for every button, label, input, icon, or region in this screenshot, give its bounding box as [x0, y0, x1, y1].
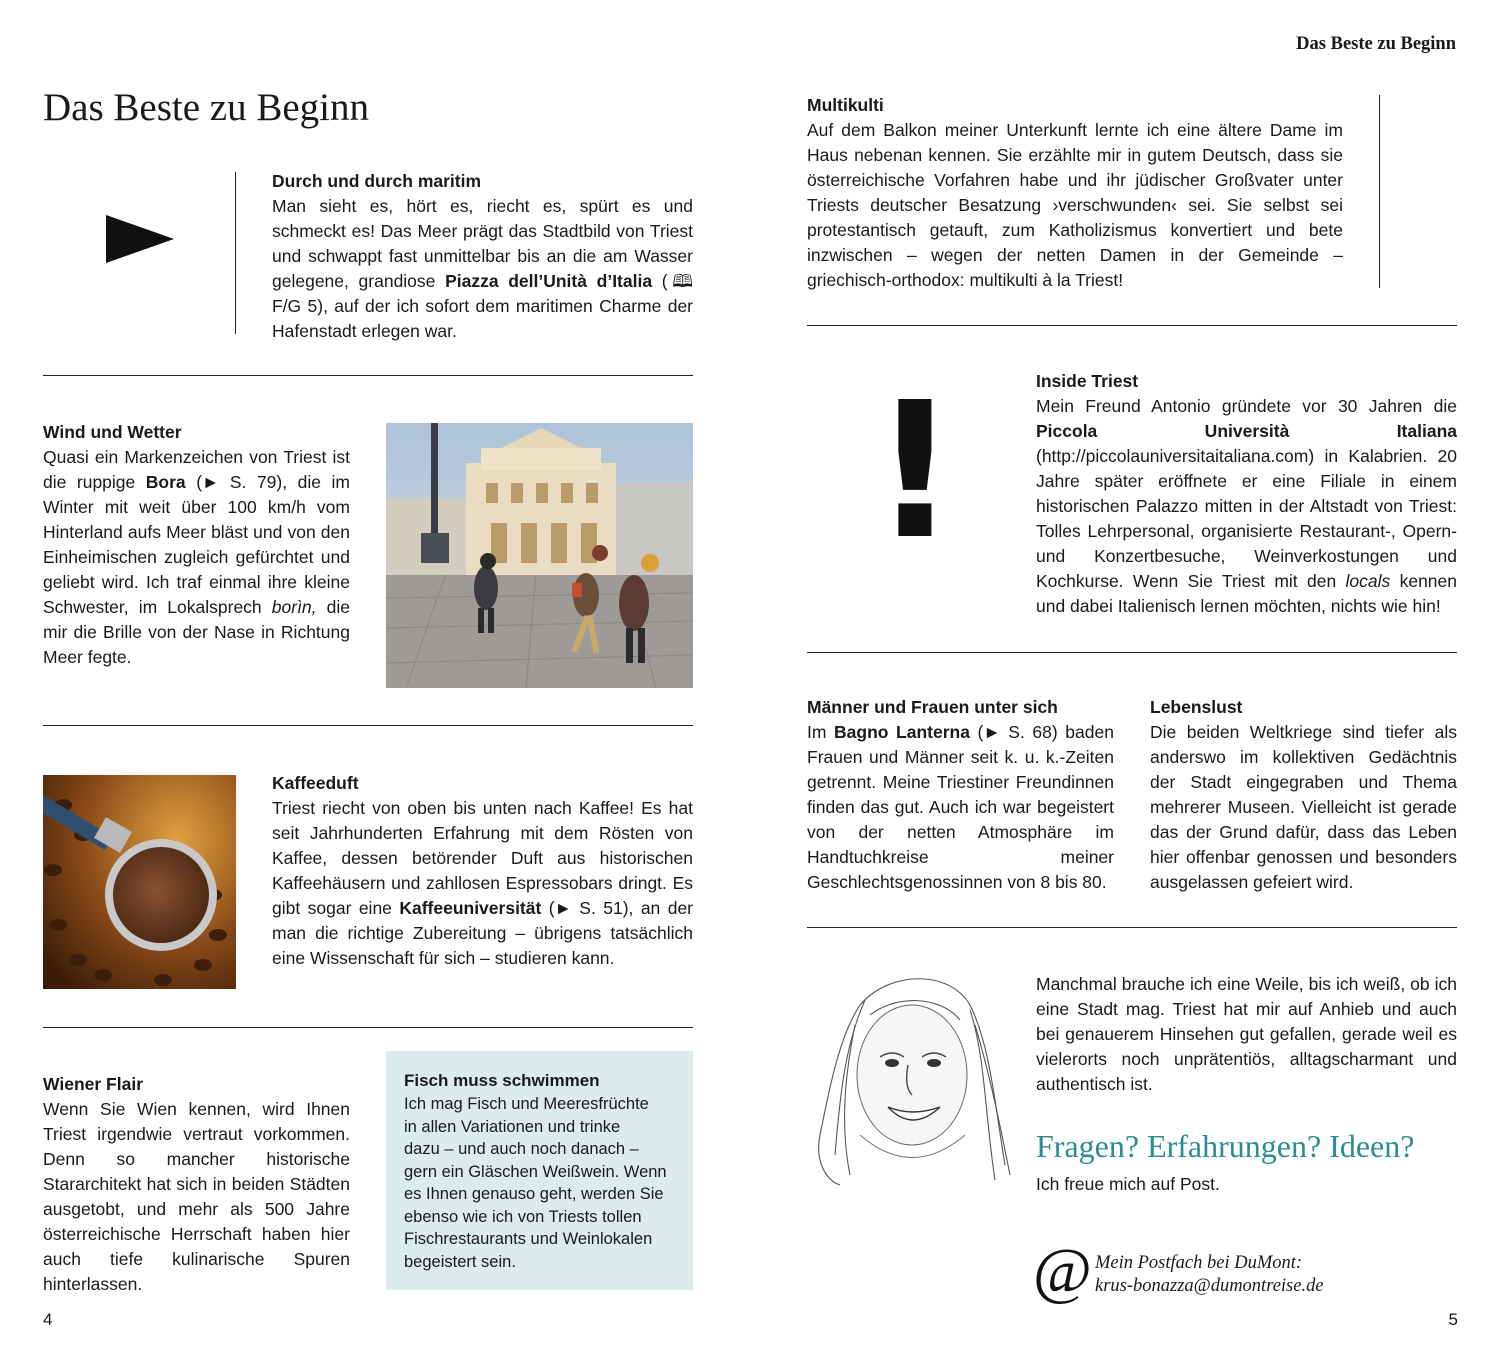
tip-line: Ich mag Fisch und Meeresfrüchte	[404, 1095, 649, 1113]
author-intro-text: Manchmal brauche ich eine Weile, bis ich weiß, ob ich eine Stadt mag. Triest hat mir auf Anhieb und auch bei genauerem Hinsehen gut gefallen, gerade weil es vielerorts noch unprätentiös, alltagscharmant und authentisch ist.	[1036, 974, 1457, 1094]
section-text: Auf dem Balkon meiner Unterkunft lernte ich eine ältere Dame im Haus nebenan kennen. Sie erzählte mir in gutem Deutsch, dass sie österreichische Vorfahren habe und ihr jüdischer Großvater unter Triests deutscher Besatzung ›verschwunden‹ sei. Sie selbst sei protestantisch getauft, zum Katholizismus konvertiert und bete inzwischen – wegen der netten Damen in der Gemeinde – griechisch-orthodox: multikulti à la Triest!	[807, 120, 1343, 290]
section-maenner	[807, 695, 1114, 895]
tip-line: dazu – und auch noch danach –	[404, 1140, 639, 1158]
section-title: Durch und durch maritim	[272, 171, 482, 191]
section-kaffee	[272, 771, 693, 971]
section-text: Mein Freund Antonio gründete vor 30 Jahren die Piccola Università Italiana (http://piccolauniversitaitaliana.com) in Kalabrien. 20 Jahre später eröffnete er eine Filiale in einem historischen Palazzo mitten in der Altstadt von Triest: Tolles Lehrpersonal, organisierte Restaurant-, Opern- und Konzertbesuche, Weinverkostungen und Kochkurse. Wenn Sie Triest mit den locals kennen und dabei Italienisch lernen möchten, nichts wie hin!	[1036, 396, 1458, 616]
tip-line: begeistert sein.	[404, 1252, 516, 1271]
section-title: Wiener Flair	[43, 1074, 144, 1094]
tip-line: es Ihnen genauso geht, werden Sie	[404, 1185, 664, 1203]
divider-vertical	[1379, 95, 1380, 288]
divider	[43, 1027, 693, 1028]
divider-vertical	[235, 172, 236, 334]
photo-piazza-bora	[386, 423, 693, 688]
section-title: Multikulti	[807, 95, 884, 115]
tip-title: Fisch muss schwimmen	[404, 1071, 600, 1090]
section-wind	[43, 420, 350, 670]
email-link[interactable]: krus-bonazza@dumontreise.de	[1095, 1276, 1324, 1296]
section-multikulti	[807, 93, 1343, 293]
place-name: Piazza dell’Unità d’Italia	[445, 271, 653, 291]
tip-line: Fischrestaurants und Weinlokalen	[404, 1230, 653, 1248]
page-number-right: 5	[1448, 1310, 1458, 1329]
tip-line: ebenso wie ich von Triests tollen	[404, 1207, 642, 1226]
divider	[43, 375, 693, 376]
photo-coffee-portafilter	[43, 775, 236, 989]
divider	[43, 725, 693, 726]
play-triangle-icon	[106, 215, 174, 263]
divider	[807, 325, 1457, 326]
section-lebenslust	[1150, 695, 1457, 895]
section-title: Kaffeeduft	[272, 773, 359, 793]
tip-line: gern ein Gläschen Weißwein. Wenn	[404, 1162, 667, 1181]
questions-heading: Fragen? Erfahrungen? Ideen?	[1036, 1128, 1415, 1164]
section-text: Im Bagno Lanterna (► S. 68) baden Frauen und Männer seit k. u. k.-Zeiten getrennt. Meine Triestiner Freundinnen finden das gut. Auch ich war begeistert von der netten Atmosphäre im Handtuchkreise meiner Geschlechtsgenossinnen von 8 bis 80.	[807, 722, 1114, 892]
contact-line: Ich freue mich auf Post.	[1036, 1174, 1220, 1194]
running-header: Das Beste zu Beginn	[1296, 34, 1456, 54]
section-maritim	[272, 169, 693, 344]
tip-line: in allen Variationen und trinke	[404, 1117, 621, 1136]
page-title: Das Beste zu Beginn	[43, 86, 370, 129]
section-title: Wind und Wetter	[43, 422, 182, 442]
section-text: Man sieht es, hört es, riecht es, spürt es und schmeckt es! Das Meer prägt das Stadtbild von Triest und schwappt fast unmittelbar bis an die am Wasser gelegene, grandiose Piazza dell’Unità d’Italia (🕮 F/G 5), auf der ich sofort dem maritimen Charme der Hafenstadt erlegen war.	[272, 196, 693, 341]
divider	[807, 927, 1457, 928]
section-wiener	[43, 1072, 350, 1297]
section-text: Wenn Sie Wien kennen, wird Ihnen Triest irgendwie vertraut vorkommen. Denn so mancher historische Stararchitekt hat sich in beiden Städten ausgetobt, und mehr als 500 Jahre österreichische Herrschaft haben hier auch tiefe kulinarische Spuren hinterlassen.	[43, 1099, 350, 1294]
author-portrait	[800, 965, 1015, 1190]
at-sign-icon: @	[1033, 1235, 1092, 1306]
author-intro	[1036, 972, 1457, 1097]
tip-box-fisch	[386, 1051, 693, 1290]
section-text: Triest riecht von oben bis unten nach Kaffee! Es hat seit Jahrhunderten Erfahrung mit dem Rösten von Kaffee, dessen betörender Duft aus historischen Kaffeehäusern und zahllosen Espressobars dringt. Es gibt sogar eine Kaffeeuniversität (► S. 51), an der man die richtige Zubereitung – übrigens tatsächlich eine Wissenschaft für sich – studieren kann.	[272, 798, 693, 968]
exclamation-icon: !	[872, 362, 958, 581]
divider	[807, 652, 1457, 653]
section-title: Inside Triest	[1036, 371, 1139, 391]
mailbox-label: Mein Postfach bei DuMont:	[1095, 1253, 1303, 1273]
page-number-left: 4	[43, 1310, 53, 1329]
section-title: Männer und Frauen unter sich	[807, 697, 1058, 717]
section-text: Quasi ein Markenzeichen von Triest ist die ruppige Bora (► S. 79), die im Winter mit weit über 100 km/h vom Hinterland aufs Meer bläst und von den Einheimischen zugleich gefürchtet und geliebt wird. Ich traf einmal ihre kleine Schwester, im Lokalsprech borìn, die mir die Brille von der Nase in Richtung Meer fegte.	[43, 447, 351, 667]
section-inside	[1036, 369, 1457, 619]
section-text: Die beiden Weltkriege sind tiefer als anderswo im kollektiven Gedächtnis der Stadt eingegraben und Thema mehrerer Museen. Vielleicht ist gerade das der Grund dafür, dass das Leben hier offenbar genossen und besonders ausgelassen gefeiert wird.	[1150, 722, 1457, 892]
section-title: Lebenslust	[1150, 697, 1243, 717]
